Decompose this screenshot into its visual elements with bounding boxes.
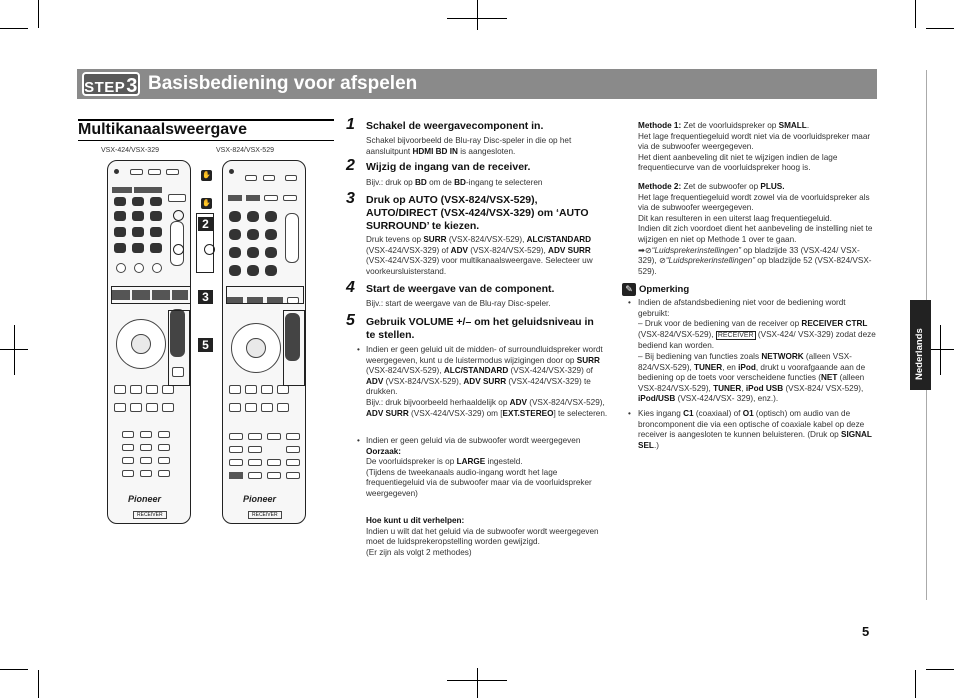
receiver-ctrl-button[interactable] <box>228 195 242 201</box>
remote-button[interactable] <box>150 197 162 206</box>
enter-button[interactable] <box>246 338 266 358</box>
bullet-text: Indien er geen geluid uit de midden- of surroundluidspreker wordt weergegeven, kunt u de luistermodus wijzigingen door op SURR (VSX-824/VSX-529), ALC/STANDARD (VSX-424/VSX-329) of ADV (VSX-824/VSX-529), ADV SURR (VSX-424/VSX-329) te drukken. Bijv.: druk bijvoorbeeld herhaaldelijk op ADV (VSX-824/VSX-529), ADV SURR (VSX-424/VSX-329) om [EXT.STEREO] te selecteren. <box>366 345 608 418</box>
crop-mark <box>940 325 941 375</box>
remote-button[interactable] <box>247 265 259 276</box>
remote-button[interactable] <box>114 197 126 206</box>
remote-button[interactable] <box>248 472 262 479</box>
number-button[interactable] <box>140 431 152 438</box>
number-button[interactable] <box>158 470 170 477</box>
channel-rocker[interactable] <box>285 213 299 263</box>
remote-button[interactable] <box>229 229 241 240</box>
tuner-button[interactable] <box>114 227 126 237</box>
remote-button[interactable] <box>247 247 259 258</box>
callout-number: 3 <box>198 290 213 304</box>
remote-button[interactable] <box>148 169 161 175</box>
callout-bracket <box>111 286 191 304</box>
remote-button[interactable] <box>248 446 262 453</box>
remote-button[interactable] <box>229 459 243 466</box>
number-button[interactable] <box>158 444 170 451</box>
step-heading: Druk op AUTO (VSX-824/VSX-529), AUTO/DIRECT (VSX-424/VSX-329) om ‘AUTO SURROUND’ te kiezen. <box>366 194 589 232</box>
margin-rule <box>926 390 927 600</box>
remote-button[interactable] <box>248 459 262 466</box>
remote-button[interactable] <box>130 169 143 175</box>
remote-button[interactable] <box>150 243 162 253</box>
callout-bracket <box>283 310 305 386</box>
bullet-dot: • <box>357 345 360 354</box>
page-number: 5 <box>862 624 870 639</box>
bullet-dot: • <box>357 436 360 445</box>
cd-button[interactable] <box>150 211 162 221</box>
remote-button[interactable] <box>265 211 277 222</box>
crop-mark <box>477 0 478 30</box>
remote-button[interactable] <box>277 403 289 412</box>
remote-button[interactable] <box>162 385 174 394</box>
remote-button[interactable] <box>114 385 126 394</box>
pioneer-logo: Pioneer <box>128 494 162 504</box>
step-heading: Start de weergave van de component. <box>366 283 555 295</box>
remote-button[interactable] <box>130 403 142 412</box>
callout-bracket <box>226 286 304 304</box>
number-button[interactable] <box>122 431 134 438</box>
power-button[interactable] <box>229 169 234 174</box>
bullet-dot: • <box>628 298 631 307</box>
hand-icon: ✋ <box>202 200 211 207</box>
receiver-switch-label: RECEIVER <box>133 511 167 519</box>
remote-button[interactable] <box>114 403 126 412</box>
callout-number: 5 <box>198 338 213 352</box>
remote-button[interactable] <box>229 265 241 276</box>
dvd-button[interactable] <box>132 211 144 221</box>
crop-mark <box>14 325 15 375</box>
remote-button[interactable] <box>116 263 126 273</box>
bd-button[interactable] <box>229 211 241 222</box>
step-body: Schakel bijvoorbeeld de Blu-ray Disc-speler in die op het aansluitpunt HDMI BD IN is aangesloten. <box>366 136 572 156</box>
remote-button[interactable] <box>265 247 277 258</box>
section-rule <box>78 140 334 141</box>
note-text: Indien de afstandsbediening niet voor de bediening wordt gebruikt: – Druk voor de bediening van de receiver op RECEIVER CTRL (VSX-824/VSX-529), RECEIVER (VSX-424/ VSX-329) zodat deze bediend kan worden. – Bij bediening van functies zoals NETWORK (alleen VSX-824/VSX-529), TUNER, en iPod, drukt u voorafgaande aan de bediening op de toets voor verscheidene functies (NET (alleen VSX-824/VSX-529), TUNER, iPod USB (VSX-824/ VSX-529), iPod/USB (VSX-424/VSX- 329), enz.). <box>638 298 876 404</box>
crop-mark <box>477 668 478 698</box>
note-icon: ✎ <box>622 283 636 296</box>
remote-button[interactable] <box>247 211 259 222</box>
step-body: Bijv.: druk op BD om de BD-ingang te selecteren <box>366 178 543 187</box>
remote-button[interactable] <box>265 265 277 276</box>
remote-button[interactable] <box>229 247 241 258</box>
note-text: Kies ingang C1 (coaxiaal) of O1 (optisch) om audio van de broncomponent die via een optische of coaxiale kabel op deze receiver is aangesloten te kunnen beluisteren. (Druk op SIGNAL SEL.) <box>638 409 872 450</box>
input-select-button[interactable] <box>134 187 162 193</box>
step-number: 2 <box>346 157 355 174</box>
remote-button[interactable] <box>264 195 278 201</box>
remote-button[interactable] <box>277 385 289 394</box>
enter-button[interactable] <box>131 334 151 354</box>
remote-button[interactable] <box>261 403 273 412</box>
crop-mark <box>0 669 28 670</box>
remote-button[interactable] <box>132 197 144 206</box>
remote-button[interactable] <box>245 385 257 394</box>
highlight-circle <box>173 210 184 221</box>
remote-button[interactable] <box>286 472 300 479</box>
remote-button[interactable] <box>267 459 281 466</box>
number-button[interactable] <box>140 470 152 477</box>
pioneer-logo: Pioneer <box>243 494 277 504</box>
remote-button[interactable] <box>261 385 273 394</box>
signal-sel-button[interactable] <box>246 195 260 201</box>
number-button[interactable] <box>140 444 152 451</box>
crop-mark <box>38 670 39 698</box>
receiver-button[interactable] <box>112 187 132 193</box>
page-title: Basisbediening voor afspelen <box>148 73 418 94</box>
number-button[interactable] <box>122 457 134 464</box>
margin-rule <box>926 70 927 300</box>
remote-button[interactable] <box>286 446 300 453</box>
remote-button[interactable] <box>229 433 243 440</box>
remote-button[interactable] <box>166 169 179 175</box>
number-button[interactable] <box>122 444 134 451</box>
number-button[interactable] <box>158 431 170 438</box>
remote-button[interactable] <box>247 229 259 240</box>
remote-button[interactable] <box>283 195 297 201</box>
remote-button[interactable] <box>229 403 241 412</box>
remote-button[interactable] <box>146 403 158 412</box>
sat-button[interactable] <box>150 227 162 237</box>
tv-button[interactable] <box>132 243 144 253</box>
step-number: 4 <box>346 279 355 296</box>
left-remote-model: VSX-424/VSX-329 <box>101 147 159 154</box>
remote-button[interactable] <box>152 263 162 273</box>
remote-button[interactable] <box>286 433 300 440</box>
crop-mark <box>0 28 28 29</box>
step-number: 3 <box>346 190 355 207</box>
number-button[interactable] <box>140 457 152 464</box>
remote-button[interactable] <box>134 263 144 273</box>
step-badge: STEP3 <box>82 72 140 96</box>
remote-button[interactable] <box>265 229 277 240</box>
crop-mark <box>38 0 39 28</box>
language-tab-label: Nederlands <box>914 328 925 380</box>
method-1: Methode 1: Zet de voorluidspreker op SMALL. Het lage frequentiegeluid wordt niet via de voorluidspreker maar via de subwoofer weergegeven. Het dient aanbeveling dit niet te wijzigen indien de lage frequentiecurve van de voorluidspreker hoog is. <box>638 121 871 173</box>
callout-bracket <box>168 310 190 386</box>
remote-button[interactable] <box>168 194 186 202</box>
callout-number: 2 <box>198 217 213 231</box>
arrow-icon: ➡ <box>638 245 645 255</box>
hand-icon: ✋ <box>202 172 211 179</box>
number-button[interactable] <box>158 457 170 464</box>
remote-button[interactable] <box>229 472 243 479</box>
step-heading: Wijzig de ingang van de receiver. <box>366 161 531 173</box>
remote-button[interactable] <box>267 433 281 440</box>
remote-button[interactable] <box>286 459 300 466</box>
crop-mark <box>915 670 916 698</box>
step-heading: Schakel de weergavecomponent in. <box>366 120 544 132</box>
remote-button[interactable] <box>248 433 262 440</box>
step-body: Druk tevens op SURR (VSX-824/VSX-529), ALC/STANDARD (VSX-424/VSX-329) of ADV (VSX-824/VSX-529), ADV SURR (VSX-424/VSX-329) voor multikanaalsweergave. Selecteer uw voorkeursluisterstand. <box>366 235 593 276</box>
highlight-circle <box>173 244 184 255</box>
highlight-circle <box>204 244 215 255</box>
remote-button[interactable] <box>130 385 142 394</box>
remote-button[interactable] <box>245 175 257 181</box>
remote-button[interactable] <box>146 385 158 394</box>
bullet-text: Indien er geen geluid via de subwoofer wordt weergegeven Oorzaak: De voorluidspreker is op LARGE ingesteld. (Tijdens de tweekanaals audio-ingang wordt het lage frequentiegeluid via de subwoofer maar via de voorluidspreker weergegeven) <box>366 436 592 498</box>
remote-button[interactable] <box>285 175 297 181</box>
step-number: 1 <box>346 116 355 133</box>
crop-mark <box>926 28 954 29</box>
game-button[interactable] <box>114 243 126 253</box>
number-button[interactable] <box>122 470 134 477</box>
remote-button[interactable] <box>267 472 281 479</box>
crop-mark <box>915 0 916 28</box>
crop-mark <box>447 18 507 19</box>
remote-button[interactable] <box>245 403 257 412</box>
power-button[interactable] <box>114 169 119 174</box>
remote-button[interactable] <box>162 403 174 412</box>
ipod-button[interactable] <box>132 227 144 237</box>
receiver-switch-label: RECEIVER <box>248 511 282 519</box>
bullet-dot: • <box>628 409 631 418</box>
step-body: Bijv.: start de weergave van de Blu-ray Disc-speler. <box>366 299 551 308</box>
fix-text: Hoe kunt u dit verhelpen: Indien u wilt dat het geluid via de subwoofer wordt weergegeven moet de luidsprekeropstelling worden gewijzigd. (Er zijn als volgt 2 methodes) <box>366 516 599 557</box>
crop-mark <box>447 680 507 681</box>
remote-button[interactable] <box>263 175 275 181</box>
method-2: Methode 2: Zet de subwoofer op PLUS. Het lage frequentiegeluid wordt zowel via de voorluidspreker als via de subwoofer weergegeven. Dit kan resulteren in een uiterst laag frequentiegeluid. Indien dit zich voordoet dient het aanbeveling de instelling niet te wijzigen en niet op Methode 1 over te gaan. ➡⊘“Luidsprekerinstellingen” op bladzijde 33 (VSX-424/ VSX-329), ⊘“Luidsprekerinstellingen” op bladzijde 52 (VSX-824/VSX-529). <box>638 182 873 276</box>
right-remote-model: VSX-824/VSX-529 <box>216 147 274 154</box>
remote-button[interactable] <box>229 385 241 394</box>
link-icon: ⊘ <box>644 245 652 255</box>
step-heading: Gebruik VOLUME +/– om het geluidsniveau in te stellen. <box>366 316 594 341</box>
remote-button[interactable] <box>229 446 243 453</box>
link-icon: ⊘ <box>658 256 666 266</box>
crop-mark <box>926 669 954 670</box>
section-title: Multikanaalsweergave <box>78 121 247 138</box>
note-heading: Opmerking <box>639 284 690 295</box>
bd-button[interactable] <box>114 211 126 221</box>
step-number: 5 <box>346 312 355 329</box>
